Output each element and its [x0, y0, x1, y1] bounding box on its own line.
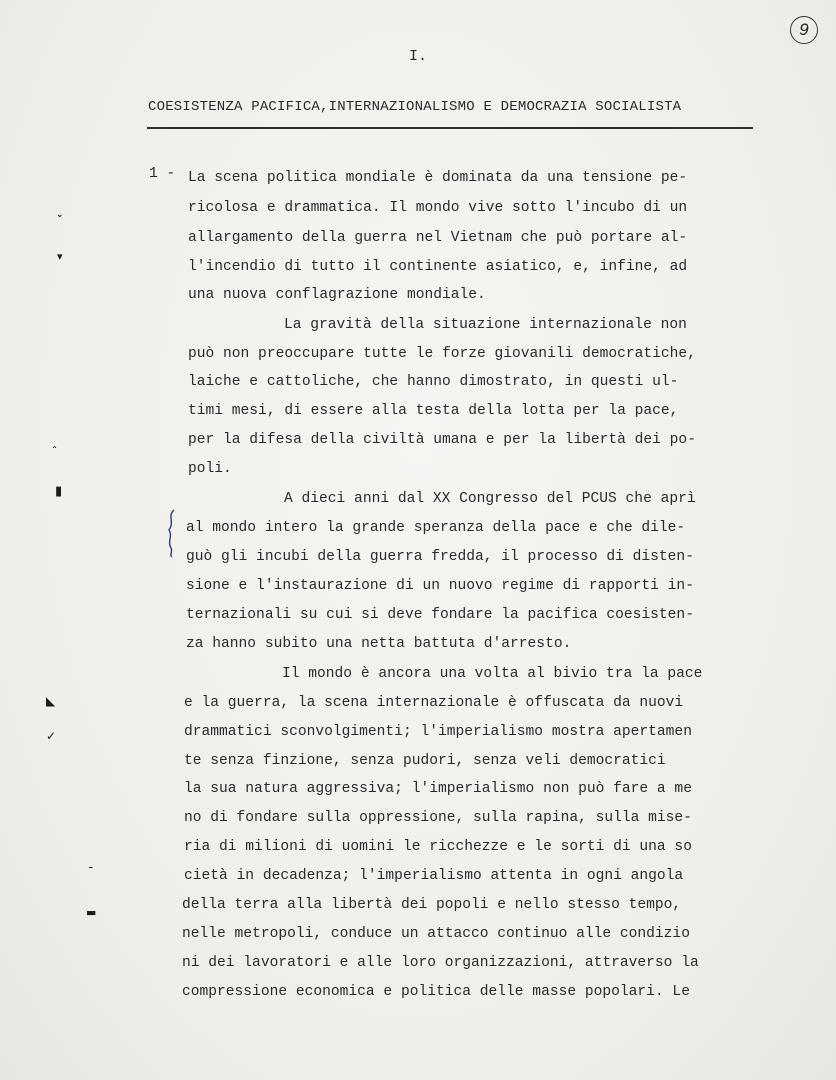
text-line: l'incendio di tutto il continente asiatico, e, infine, ad	[188, 259, 688, 275]
text-line: ricolosa e drammatica. Il mondo vive sotto l'incubo di un	[188, 200, 688, 216]
text-line: za hanno subito una netta battuta d'arresto.	[186, 636, 572, 652]
text-line: nelle metropoli, conduce un attacco continuo alle condizio	[182, 926, 690, 942]
text-line: timi mesi, di essere alla testa della lotta per la pace,	[188, 403, 679, 419]
text-line: te senza finzione, senza pudori, senza veli democratici	[184, 753, 666, 769]
margin-tick-mark: ˉ	[88, 865, 94, 878]
text-line: compressione economica e politica delle masse popolari. Le	[182, 984, 690, 1000]
text-line: Il mondo è ancora una volta al bivio tra la pace	[282, 666, 703, 682]
section-title: COESISTENZA PACIFICA,INTERNAZIONALISMO E DEMOCRAZIA SOCIALISTA	[148, 99, 682, 115]
text-line: e la guerra, la scena internazionale è offuscata da nuovi	[184, 695, 684, 711]
text-line: poli.	[188, 461, 232, 477]
paragraph-number: 1 -	[149, 166, 176, 182]
text-line: ria di milioni di uomini le ricchezze e le sorti di una so	[184, 839, 692, 855]
section-number: I.	[408, 48, 427, 65]
text-line: guò gli incubi della guerra fredda, il processo di disten-	[186, 549, 694, 565]
text-line: A dieci anni dal XX Congresso del PCUS che aprì	[284, 491, 696, 507]
text-line: può non preoccupare tutte le forze giovanili democratiche,	[188, 346, 696, 362]
text-line: ternazionali su cui si deve fondare la pacifica coesisten-	[186, 607, 694, 623]
page-number-stamp: 9	[790, 16, 818, 44]
text-line: la sua natura aggressiva; l'imperialismo non può fare a me	[184, 781, 692, 797]
text-line: La gravità della situazione internazionale non	[284, 317, 687, 333]
text-line: cietà in decadenza; l'imperialismo attenta in ogni angola	[184, 868, 684, 884]
text-line: allargamento della guerra nel Vietnam che può portare al-	[188, 230, 688, 246]
margin-tick-mark: ▬	[86, 906, 97, 919]
margin-tick-mark: ▾	[57, 250, 63, 263]
margin-dot-mark: ◣	[46, 694, 56, 708]
margin-tick-mark: ˆ	[52, 446, 57, 457]
text-line: La scena politica mondiale è dominata da una tensione pe-	[188, 170, 688, 186]
margin-tick-mark: ⌄	[56, 210, 64, 220]
text-line: ni dei lavoratori e alle loro organizzazioni, attraverso la	[182, 955, 699, 971]
margin-tick-mark: ✓	[46, 729, 57, 743]
text-line: laiche e cattoliche, che hanno dimostrato, in questi ul-	[188, 374, 679, 390]
text-line: sione e l'instaurazione di un nuovo regime di rapporti in-	[186, 578, 694, 594]
text-line: drammatici sconvolgimenti; l'imperialismo mostra apertamen	[184, 724, 692, 740]
handwritten-bracket-mark	[165, 508, 177, 558]
text-line: per la difesa della civiltà umana e per la libertà dei po-	[188, 432, 696, 448]
text-line: no di fondare sulla oppressione, sulla rapina, sulla mise-	[184, 810, 692, 826]
margin-dot-mark: ▮	[55, 484, 63, 499]
text-line: una nuova conflagrazione mondiale.	[188, 287, 486, 303]
text-line: della terra alla libertà dei popoli e nello stesso tempo,	[182, 897, 682, 913]
text-line: al mondo intero la grande speranza della pace e che dile-	[186, 520, 686, 536]
title-underline	[147, 127, 753, 129]
